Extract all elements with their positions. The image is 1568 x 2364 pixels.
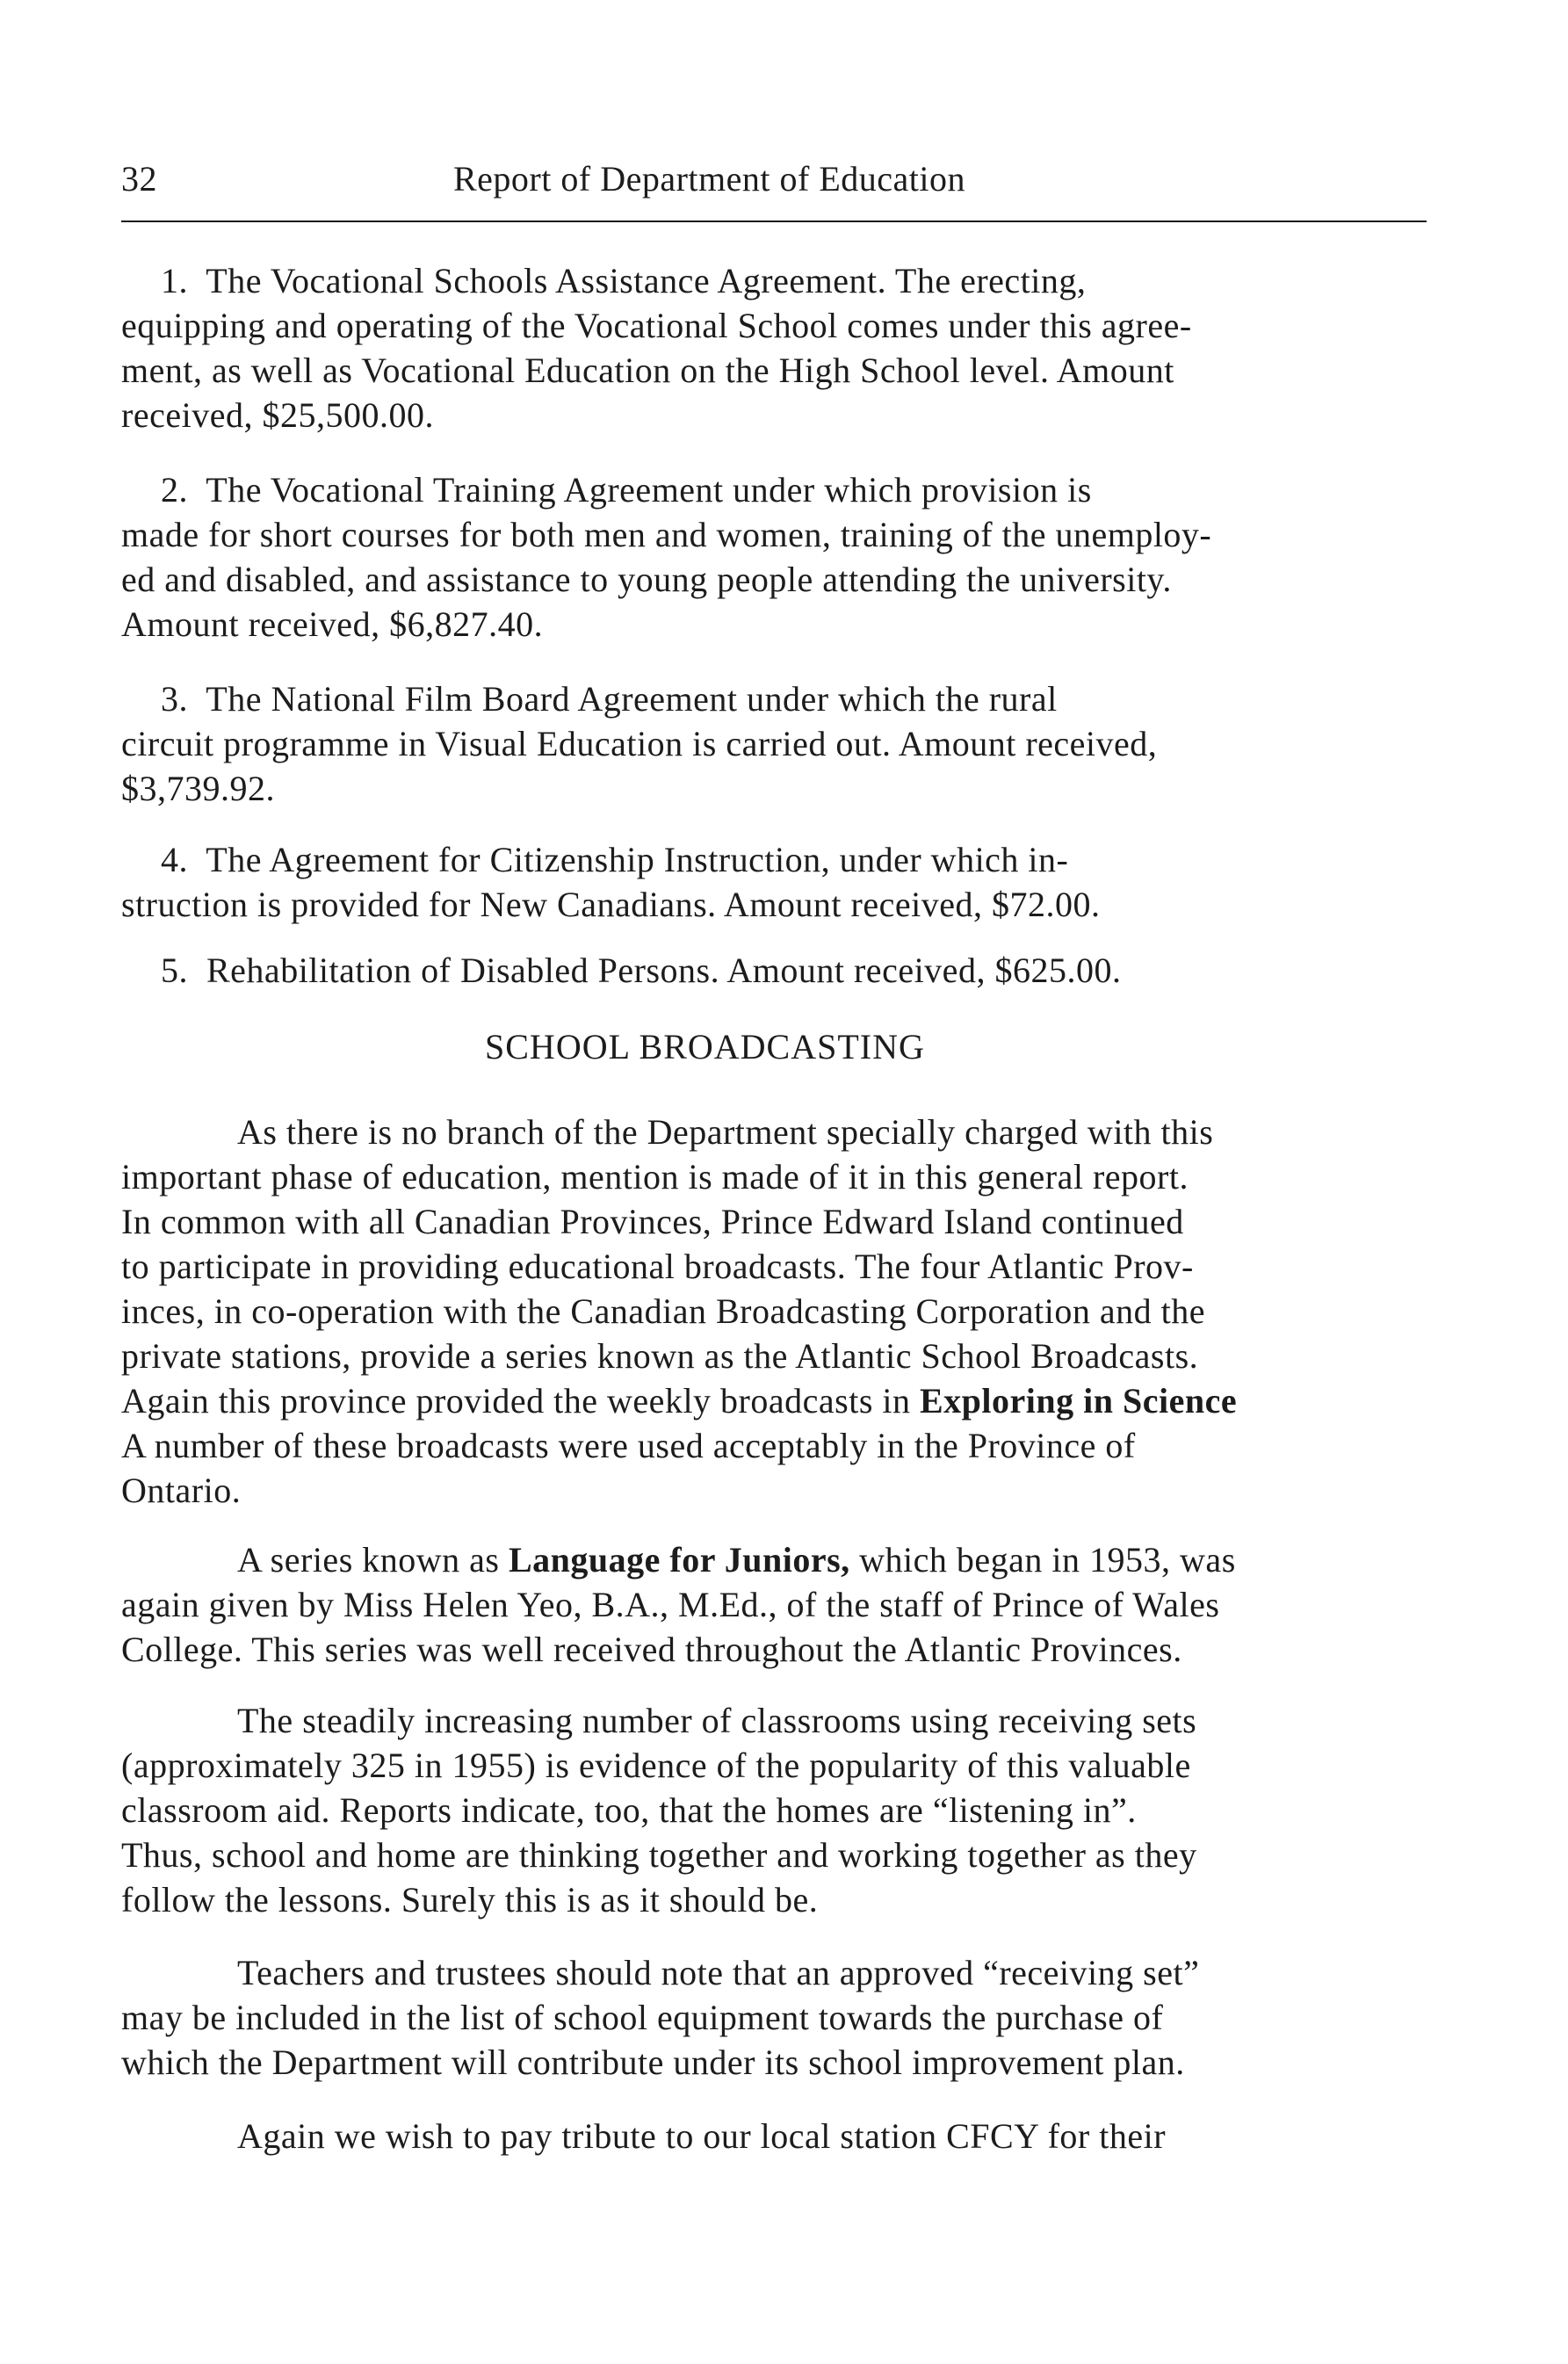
header-rule [121,220,1427,222]
broadcasting-p1-line-9: Ontario. [121,1471,242,1510]
agreement-1-line-2: equipping and operating of the Vocational School comes under this agree- [121,306,1192,345]
broadcasting-p4-line-3: which the Department will contribute under its school improvement plan. [121,2042,1185,2082]
broadcasting-p3-line-4: Thus, school and home are thinking together and working together as they [121,1835,1197,1875]
agreement-1-line-1: 1. The Vocational Schools Assistance Agreement. The erecting, [161,261,1087,300]
agreement-5-line-1: 5. Rehabilitation of Disabled Persons. Amount received, $625.00. [161,951,1122,990]
series-title-language-for-juniors: Language for Juniors, [508,1540,850,1580]
broadcasting-p1-line-4: to participate in providing educational broadcasts. The four Atlantic Prov- [121,1247,1194,1286]
broadcasting-p3-line-5: follow the lessons. Surely this is as it should be. [121,1880,819,1919]
agreement-2-line-4: Amount received, $6,827.40. [121,604,544,644]
broadcasting-p3-line-1: The steadily increasing number of classrooms using receiving sets [237,1701,1197,1740]
agreement-4-line-1: 4. The Agreement for Citizenship Instruction, under which in- [161,840,1069,879]
agreement-3-line-1: 3. The National Film Board Agreement under which the rural [161,679,1058,719]
agreement-2-line-1: 2. The Vocational Training Agreement under which provision is [161,470,1092,510]
agreement-2-line-2: made for short courses for both men and women, training of the unemploy- [121,515,1212,554]
broadcasting-p5-line-1: Again we wish to pay tribute to our local station CFCY for their [237,2116,1167,2156]
broadcasting-p2-line-1 [237,1539,1236,1581]
broadcasting-p1-line-7-text: Again this province provided the weekly broadcasts in [121,1381,920,1421]
agreement-1-line-3: ment, as well as Vocational Education on the High School level. Amount [121,351,1174,390]
broadcasting-p1-line-5: inces, in co-operation with the Canadian Broadcasting Corporation and the [121,1291,1205,1331]
broadcasting-p1-line-3: In common with all Canadian Provinces, Prince Edward Island continued [121,1202,1184,1241]
broadcasting-p1-line-2: important phase of education, mention is made of it in this general report. [121,1157,1189,1196]
broadcasting-p1-line-7 [121,1380,1237,1422]
section-heading: SCHOOL BROADCASTING [485,1027,925,1066]
agreement-3-line-2: circuit programme in Visual Education is carried out. Amount received, [121,724,1158,763]
broadcasting-p1-line-6: private stations, provide a series known as the Atlantic School Broadcasts. [121,1336,1199,1376]
broadcasting-p3-line-2: (approximately 325 in 1955) is evidence of the popularity of this valuable [121,1746,1191,1785]
broadcasting-p2-line-1-before: A series known as [237,1540,509,1580]
broadcasting-p2-line-1-after: which began in 1953, was [849,1540,1236,1580]
broadcasting-p1-line-8: A number of these broadcasts were used acceptably in the Province of [121,1426,1136,1465]
broadcasting-p2-line-3: College. This series was well received throughout the Atlantic Provinces. [121,1630,1182,1669]
broadcasting-p1-line-1: As there is no branch of the Department specially charged with this [237,1112,1214,1152]
broadcasting-p4-line-1: Teachers and trustees should note that an approved “receiving set” [237,1953,1200,1992]
agreement-4-line-2: struction is provided for New Canadians. Amount received, $72.00. [121,885,1101,924]
running-title: Report of Department of Education [453,159,965,199]
agreement-3-line-3: $3,739.92. [121,769,275,808]
broadcasting-p2-line-2: again given by Miss Helen Yeo, B.A., M.Ed., of the staff of Prince of Wales [121,1585,1220,1624]
program-title-exploring-in-science: Exploring in Science [920,1381,1238,1421]
broadcasting-p4-line-2: may be included in the list of school equipment towards the purchase of [121,1998,1164,2037]
agreement-2-line-3: ed and disabled, and assistance to young people attending the university. [121,560,1172,599]
page-number: 32 [121,159,157,199]
agreement-1-line-4: received, $25,500.00. [121,395,434,435]
broadcasting-p3-line-3: classroom aid. Reports indicate, too, that the homes are “listening in”. [121,1790,1137,1830]
